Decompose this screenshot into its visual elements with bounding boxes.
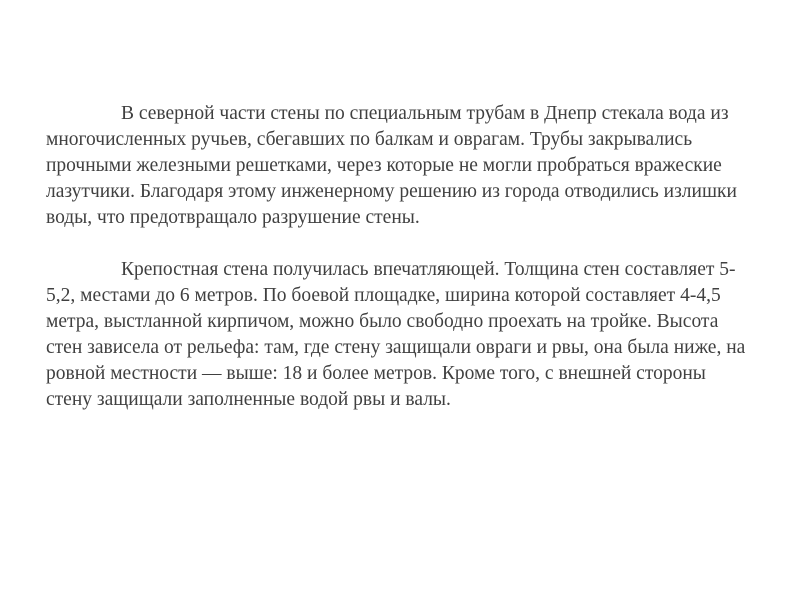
- text-block: [46, 101, 754, 413]
- paragraph-fortress-wall-dimensions: Крепостная стена получилась впечатляющей. Толщина стен составляет 5-5,2, местами до 6 метров. По боевой площадке, ширина которой составляет 4-4,5 метра, выстланной кирпичом, можно было свободно проехать на тройке. Высота стен зависела от рельефа: там, где стену защищали овраги и рвы, она была ниже, на ровной местности — выше: 18 и более метров. Кроме того, с внешней стороны стену защищали заполненные водой рвы и валы.: [46, 259, 746, 410]
- paragraph-northern-wall-drainage: В северной части стены по специальным трубам в Днепр стекала вода из многочисленных ручьев, сбегавших по балкам и оврагам. Трубы закрывались прочными железными решетками, через которые не могли пробраться вражеские лазутчики. Благодаря этому инженерному решению из города отводились излишки воды, что предотвращало разрушение стены.: [46, 103, 737, 228]
